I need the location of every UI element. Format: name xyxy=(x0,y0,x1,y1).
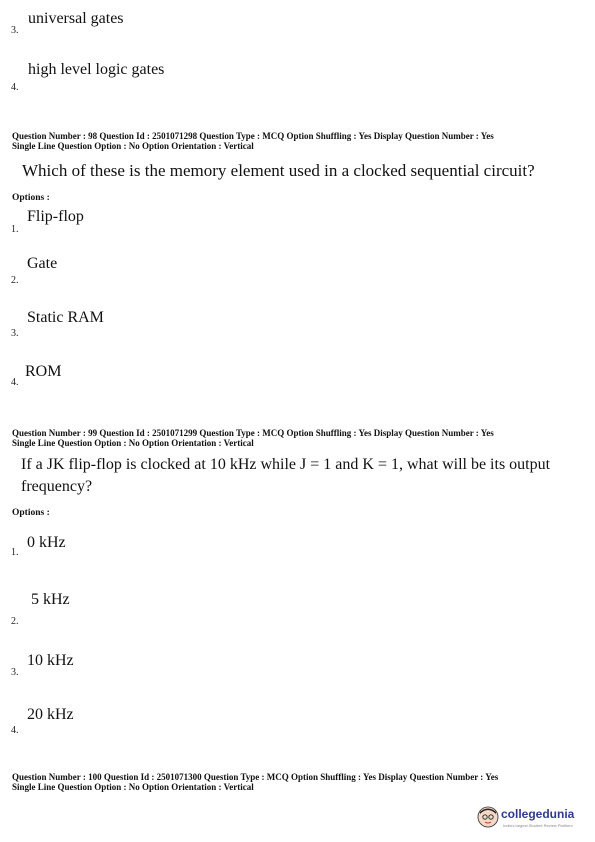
q99-option-4-text: 20 kHz xyxy=(27,706,74,723)
q98-options-label: Options : xyxy=(12,193,50,203)
q100-meta-line1: Question Number : 100 Question Id : 2501071300 Question Type : MCQ Option Shuffling : Yes Display Question Number : Yes xyxy=(12,772,499,782)
q98-option-1-text: Flip-flop xyxy=(27,208,84,225)
q98-meta-line1: Question Number : 98 Question Id : 2501071298 Question Type : MCQ Option Shuffling : Yes Display Question Number : Yes xyxy=(12,131,494,141)
collegedunia-logo xyxy=(477,803,587,833)
q98-option-2-text: Gate xyxy=(27,255,58,272)
logo-tagline: India's largest Student Review Platform xyxy=(503,823,573,828)
logo-brand: collegedunia xyxy=(501,807,575,821)
q98-meta-line2: Single Line Question Option : No Option Orientation : Vertical xyxy=(12,141,254,151)
q99-option-2-number: 2. xyxy=(11,616,19,627)
q100-meta-line2: Single Line Question Option : No Option Orientation : Vertical xyxy=(12,782,254,792)
prev-option-4-number: 4. xyxy=(11,82,19,93)
q99-meta-line2: Single Line Question Option : No Option Orientation : Vertical xyxy=(12,438,254,448)
q99-meta xyxy=(12,428,587,448)
q98-option-4-text: ROM xyxy=(25,363,62,380)
q99-question xyxy=(21,454,550,498)
q99-option-1-text: 0 kHz xyxy=(27,534,66,551)
q98-question: Which of these is the memory element used in a clocked sequential circuit? xyxy=(22,161,535,180)
q98-option-1-number: 1. xyxy=(11,224,19,235)
q98-option-3-text: Static RAM xyxy=(27,309,104,326)
prev-option-3-number: 3. xyxy=(11,25,19,36)
q99-option-1-number: 1. xyxy=(11,547,19,558)
mascot-icon xyxy=(477,806,499,828)
q99-question-line1: If a JK flip-flop is clocked at 10 kHz while J = 1 and K = 1, what will be its output xyxy=(21,456,551,473)
q98-option-4-number: 4. xyxy=(11,377,19,388)
q99-meta-line1: Question Number : 99 Question Id : 2501071299 Question Type : MCQ Option Shuffling : Yes Display Question Number : Yes xyxy=(12,428,494,438)
q99-option-4-number: 4. xyxy=(11,725,19,736)
q99-option-2-text: 5 kHz xyxy=(31,591,70,608)
q99-option-3-text: 10 kHz xyxy=(27,652,74,669)
q98-option-3-number: 3. xyxy=(11,328,19,339)
prev-option-4-text: high level logic gates xyxy=(28,61,165,78)
q100-meta xyxy=(12,772,587,792)
prev-option-3-text: universal gates xyxy=(28,10,124,27)
q99-option-3-number: 3. xyxy=(11,667,19,678)
q99-question-line2: frequency? xyxy=(21,478,93,495)
q98-meta xyxy=(12,131,587,151)
q98-option-2-number: 2. xyxy=(11,275,19,286)
q99-options-label: Options : xyxy=(12,508,50,518)
